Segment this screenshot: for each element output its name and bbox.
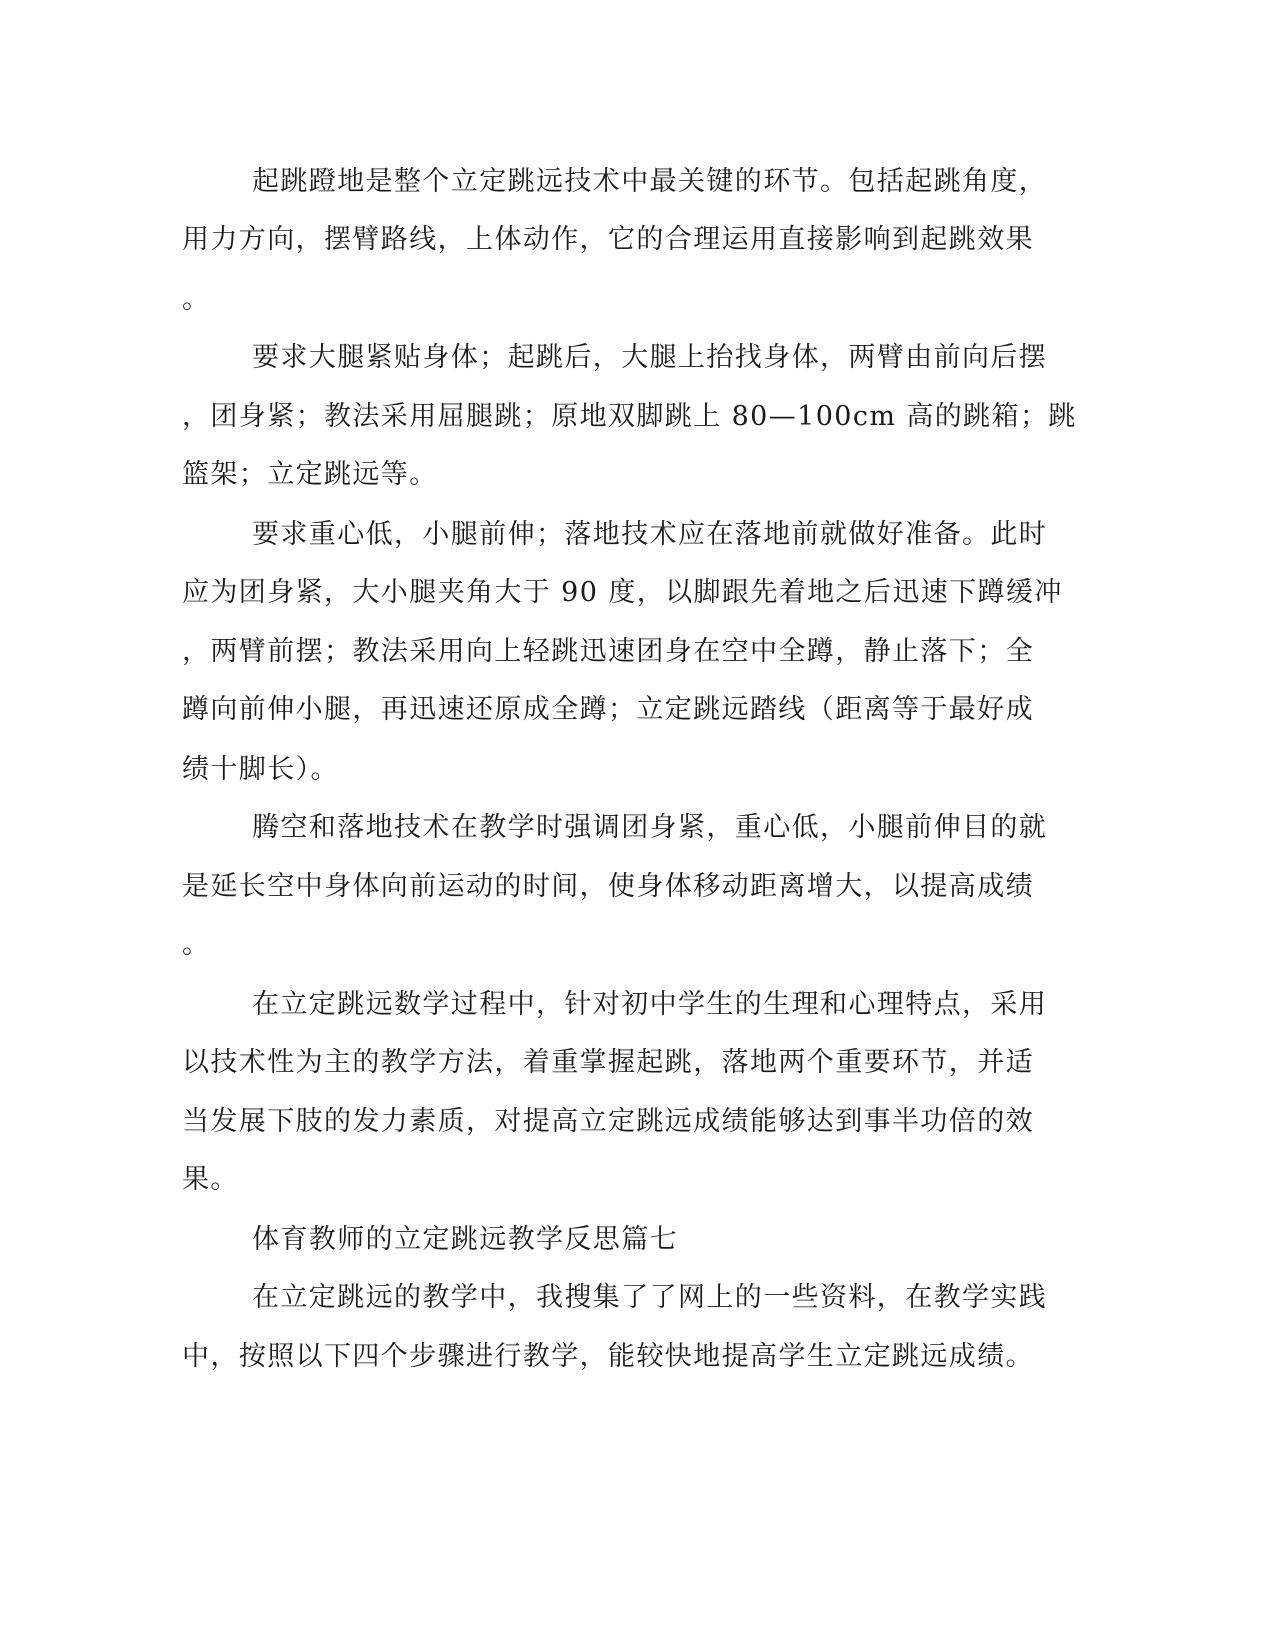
line-text: 要求重心低，小腿前伸；落地技术应在落地前就做好准备。此时 (252, 519, 1048, 550)
text-line (0, 690, 1275, 730)
text-line (0, 1337, 1275, 1377)
text-line (0, 573, 1275, 613)
text-line (0, 1278, 1275, 1318)
line-text: 腾空和落地技术在教学时强调团身紧，重心低，小腿前伸目的就 (252, 812, 1048, 843)
text-line (0, 632, 1275, 672)
text-line (0, 455, 1275, 495)
line-text: 在立定跳远的教学中，我搜集了了网上的一些资料，在教学实践 (252, 1282, 1048, 1313)
line-text: 篮架；立定跳远等。 (182, 459, 438, 490)
text-line (0, 338, 1275, 378)
text-line (0, 1102, 1275, 1142)
line-text: 要求大腿紧贴身体；起跳后，大腿上抬找身体，两臂由前向后摆 (252, 342, 1048, 373)
text-line (0, 867, 1275, 907)
line-text: 起跳蹬地是整个立定跳远技术中最关键的环节。包括起跳角度， (252, 166, 1048, 197)
text-line (0, 808, 1275, 848)
line-text: 中，按照以下四个步骤进行教学，能较快地提高学生立定跳远成绩。 (182, 1341, 1034, 1372)
line-text: 是延长空中身体向前运动的时间，使身体移动距离增大，以提高成绩 (182, 871, 1034, 902)
section-heading (0, 1220, 1275, 1260)
line-text: 以技术性为主的教学方法，着重掌握起跳，落地两个重要环节，并适 (182, 1047, 1034, 1078)
text-line (0, 162, 1275, 202)
line-text: 。 (182, 929, 211, 960)
text-line (0, 925, 1275, 965)
line-text: 应为团身紧，大小腿夹角大于 90 度，以脚跟先着地之后迅速下蹲缓冲 (182, 577, 1063, 608)
line-text: 绩十脚长）。 (182, 754, 339, 785)
text-line (0, 1043, 1275, 1083)
text-line (0, 280, 1275, 320)
line-text: 。 (182, 284, 211, 315)
line-text: 当发展下肢的发力素质，对提高立定跳远成绩能够达到事半功倍的效 (182, 1106, 1034, 1137)
text-line (0, 985, 1275, 1025)
line-text: ，团身紧；教法采用屈腿跳；原地双脚跳上 80—100cm 高的跳箱；跳 (182, 401, 1077, 432)
text-line (0, 397, 1275, 437)
line-text: 用力方向，摆臂路线，上体动作，它的合理运用直接影响到起跳效果 (182, 224, 1034, 255)
line-text: 在立定跳远数学过程中，针对初中学生的生理和心理特点，采用 (252, 989, 1048, 1020)
text-line (0, 220, 1275, 260)
text-line (0, 1160, 1275, 1200)
line-text: 蹲向前伸小腿，再迅速还原成全蹲；立定跳远踏线（距离等于最好成 (182, 694, 1034, 725)
line-text: ，两臂前摆；教法采用向上轻跳迅速团身在空中全蹲，静止落下；全 (182, 636, 1034, 667)
text-line (0, 515, 1275, 555)
line-text: 果。 (182, 1164, 239, 1195)
text-line (0, 750, 1275, 790)
section-heading-text: 体育教师的立定跳远教学反思篇七 (252, 1224, 678, 1255)
